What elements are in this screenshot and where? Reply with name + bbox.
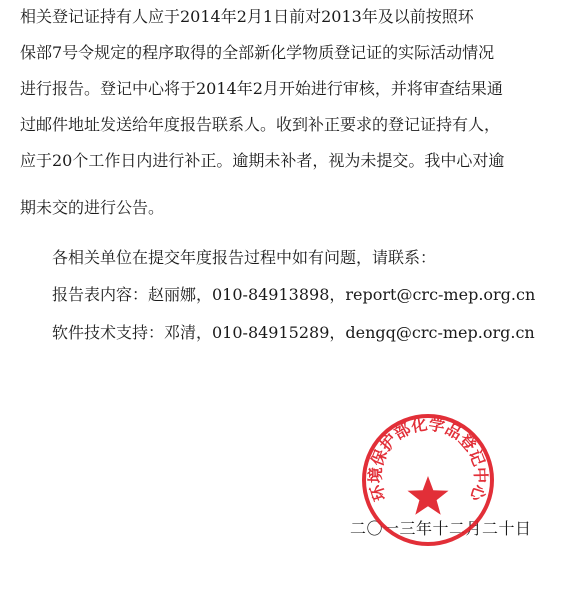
paragraph-line: 过邮件地址发送给年度报告联系人。收到补正要求的登记证持有人， — [20, 115, 501, 134]
contact-report-content: 报告表内容：赵丽娜，010-84913898，report@crc-mep.org.cn — [52, 285, 536, 304]
paragraph-line: 期未交的进行公告。 — [20, 198, 165, 217]
paragraph-line: 相关登记证持有人应于2014年2月1日前对2013年及以前按照环 — [20, 7, 474, 26]
official-seal-stamp — [358, 410, 498, 550]
document-date: 二〇一三年十二月二十日 — [350, 519, 532, 538]
seal-text: 环境保护部化学品登记中心 — [365, 414, 491, 504]
seal-star-icon — [408, 476, 449, 515]
paragraph-line: 进行报告。登记中心将于2014年2月开始进行审核，并将审查结果通 — [20, 79, 503, 98]
paragraph-line: 保部7号令规定的程序取得的全部新化学物质登记证的实际活动情况 — [20, 43, 495, 62]
contact-software-support: 软件技术支持：邓清，010-84915289，dengq@crc-mep.org.cn — [52, 323, 535, 342]
contact-intro: 各相关单位在提交年度报告过程中如有问题，请联系： — [52, 248, 437, 267]
paragraph-line: 应于20个工作日内进行补正。逾期未补者，视为未提交。我中心对逾 — [20, 151, 505, 170]
